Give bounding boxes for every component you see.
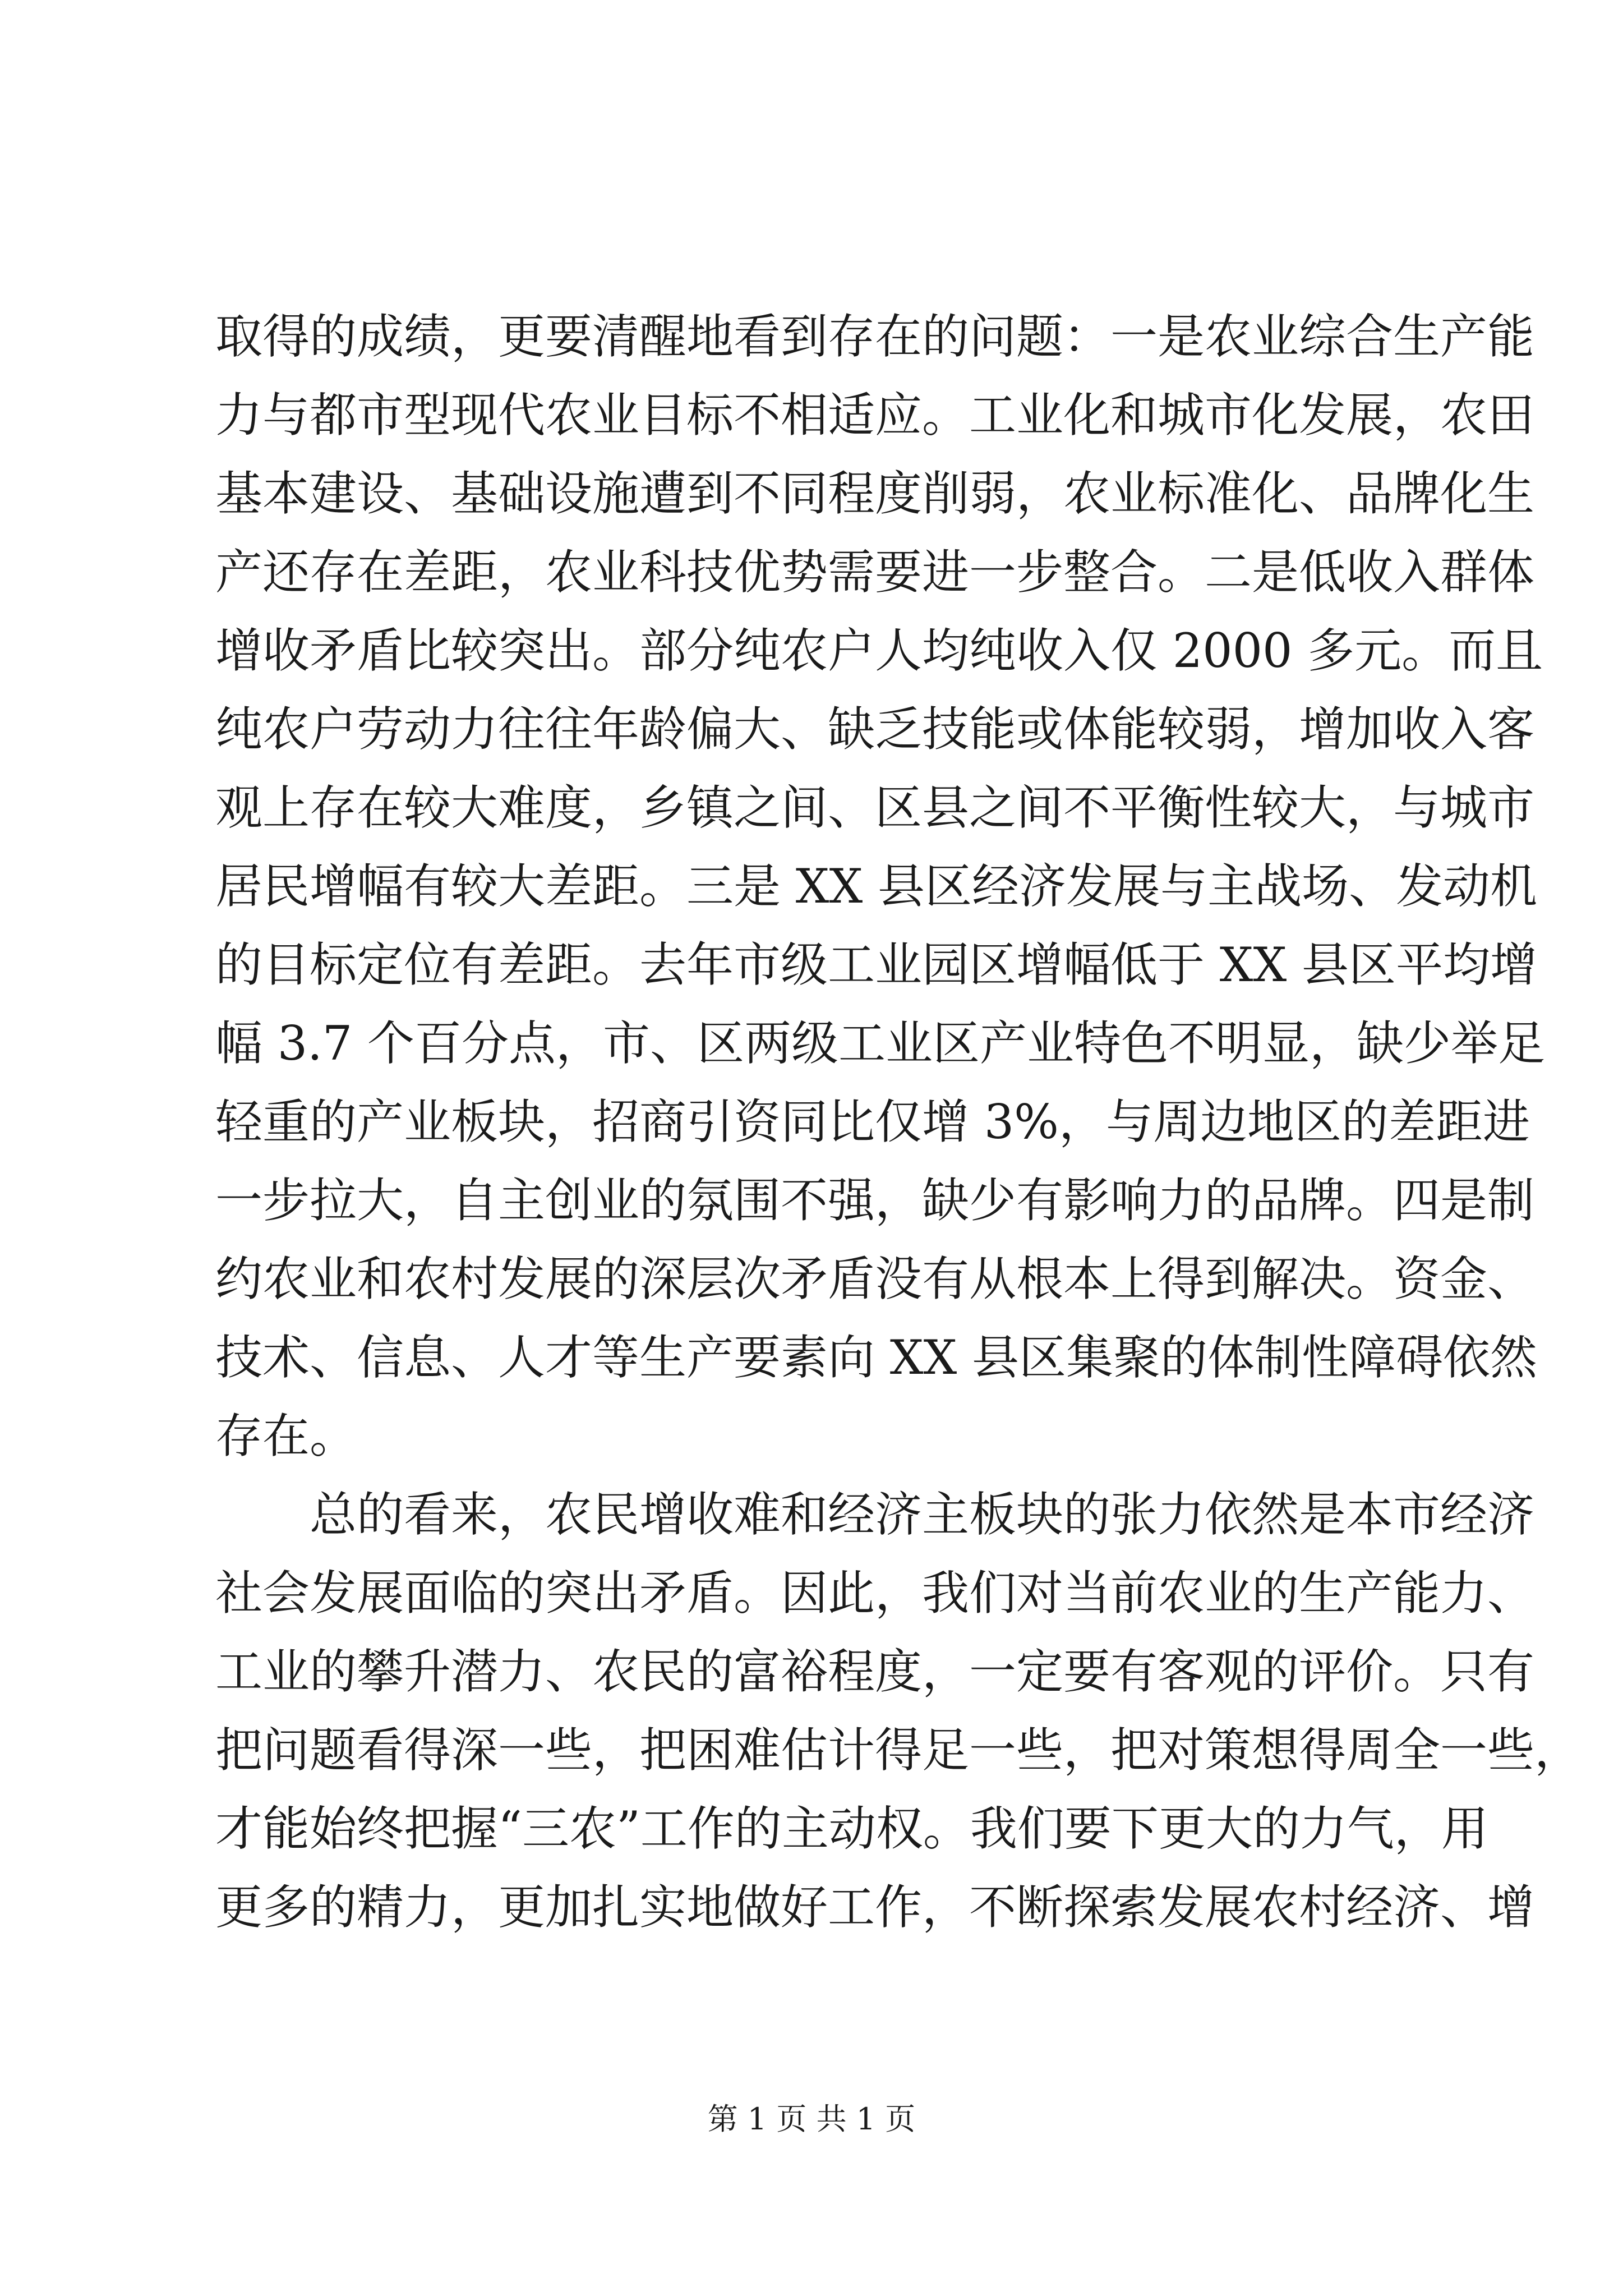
text-line: 才能始终把握“三农”工作的主动权。我们要下更大的力气，用 xyxy=(215,1801,1488,1856)
document-body xyxy=(215,297,1582,1947)
page-footer: 第 1 页 共 1 页 xyxy=(707,2101,916,2137)
text-line: 力与都市型现代农业目标不相适应。工业化和城市化发展，农田 xyxy=(215,388,1535,443)
text-line: 技术、信息、人才等生产要素向 XX 县区集聚的体制性障碍依然 xyxy=(215,1330,1538,1385)
text-line: 居民增幅有较大差距。三是 XX 县区经济发展与主战场、发动机 xyxy=(215,859,1538,914)
text-line: 把问题看得深一些，把困难估计得足一些，把对策想得周全一些， xyxy=(215,1723,1582,1778)
text-line: 的目标定位有差距。去年市级工业园区增幅低于 XX 县区平均增 xyxy=(215,937,1538,992)
text-line: 纯农户劳动力往往年龄偏大、缺乏技能或体能较弱，增加收入客 xyxy=(215,702,1535,757)
text-line: 基本建设、基础设施遭到不同程度削弱，农业标准化、品牌化生 xyxy=(215,466,1535,521)
text-line: 观上存在较大难度，乡镇之间、区县之间不平衡性较大，与城市 xyxy=(215,780,1535,835)
text-line: 轻重的产业板块，招商引资同比仅增 3%，与周边地区的差距进 xyxy=(215,1094,1530,1149)
text-line: 更多的精力，更加扎实地做好工作，不断探索发展农村经济、增 xyxy=(215,1880,1535,1935)
text-line-paragraph-end: 存在。 xyxy=(215,1409,357,1464)
text-line: 社会发展面临的突出矛盾。因此，我们对当前农业的生产能力、 xyxy=(215,1566,1535,1621)
text-line-paragraph-start: 总的看来，农民增收难和经济主板块的张力依然是本市经济 xyxy=(310,1487,1535,1542)
text-line: 取得的成绩，更要清醒地看到存在的问题：一是农业综合生产能 xyxy=(215,309,1535,364)
text-line: 幅 3.7 个百分点，市、区两级工业区产业特色不明显，缺少举足 xyxy=(215,1016,1545,1071)
text-line: 约农业和农村发展的深层次矛盾没有从根本上得到解决。资金、 xyxy=(215,1251,1535,1306)
text-line: 产还存在差距，农业科技优势需要进一步整合。二是低收入群体 xyxy=(215,545,1535,600)
text-line: 增收矛盾比较突出。部分纯农户人均纯收入仅 2000 多元。而且 xyxy=(215,623,1543,678)
text-line: 一步拉大，自主创业的氛围不强，缺少有影响力的品牌。四是制 xyxy=(215,1173,1535,1228)
text-line: 工业的攀升潜力、农民的富裕程度，一定要有客观的评价。只有 xyxy=(215,1644,1535,1699)
